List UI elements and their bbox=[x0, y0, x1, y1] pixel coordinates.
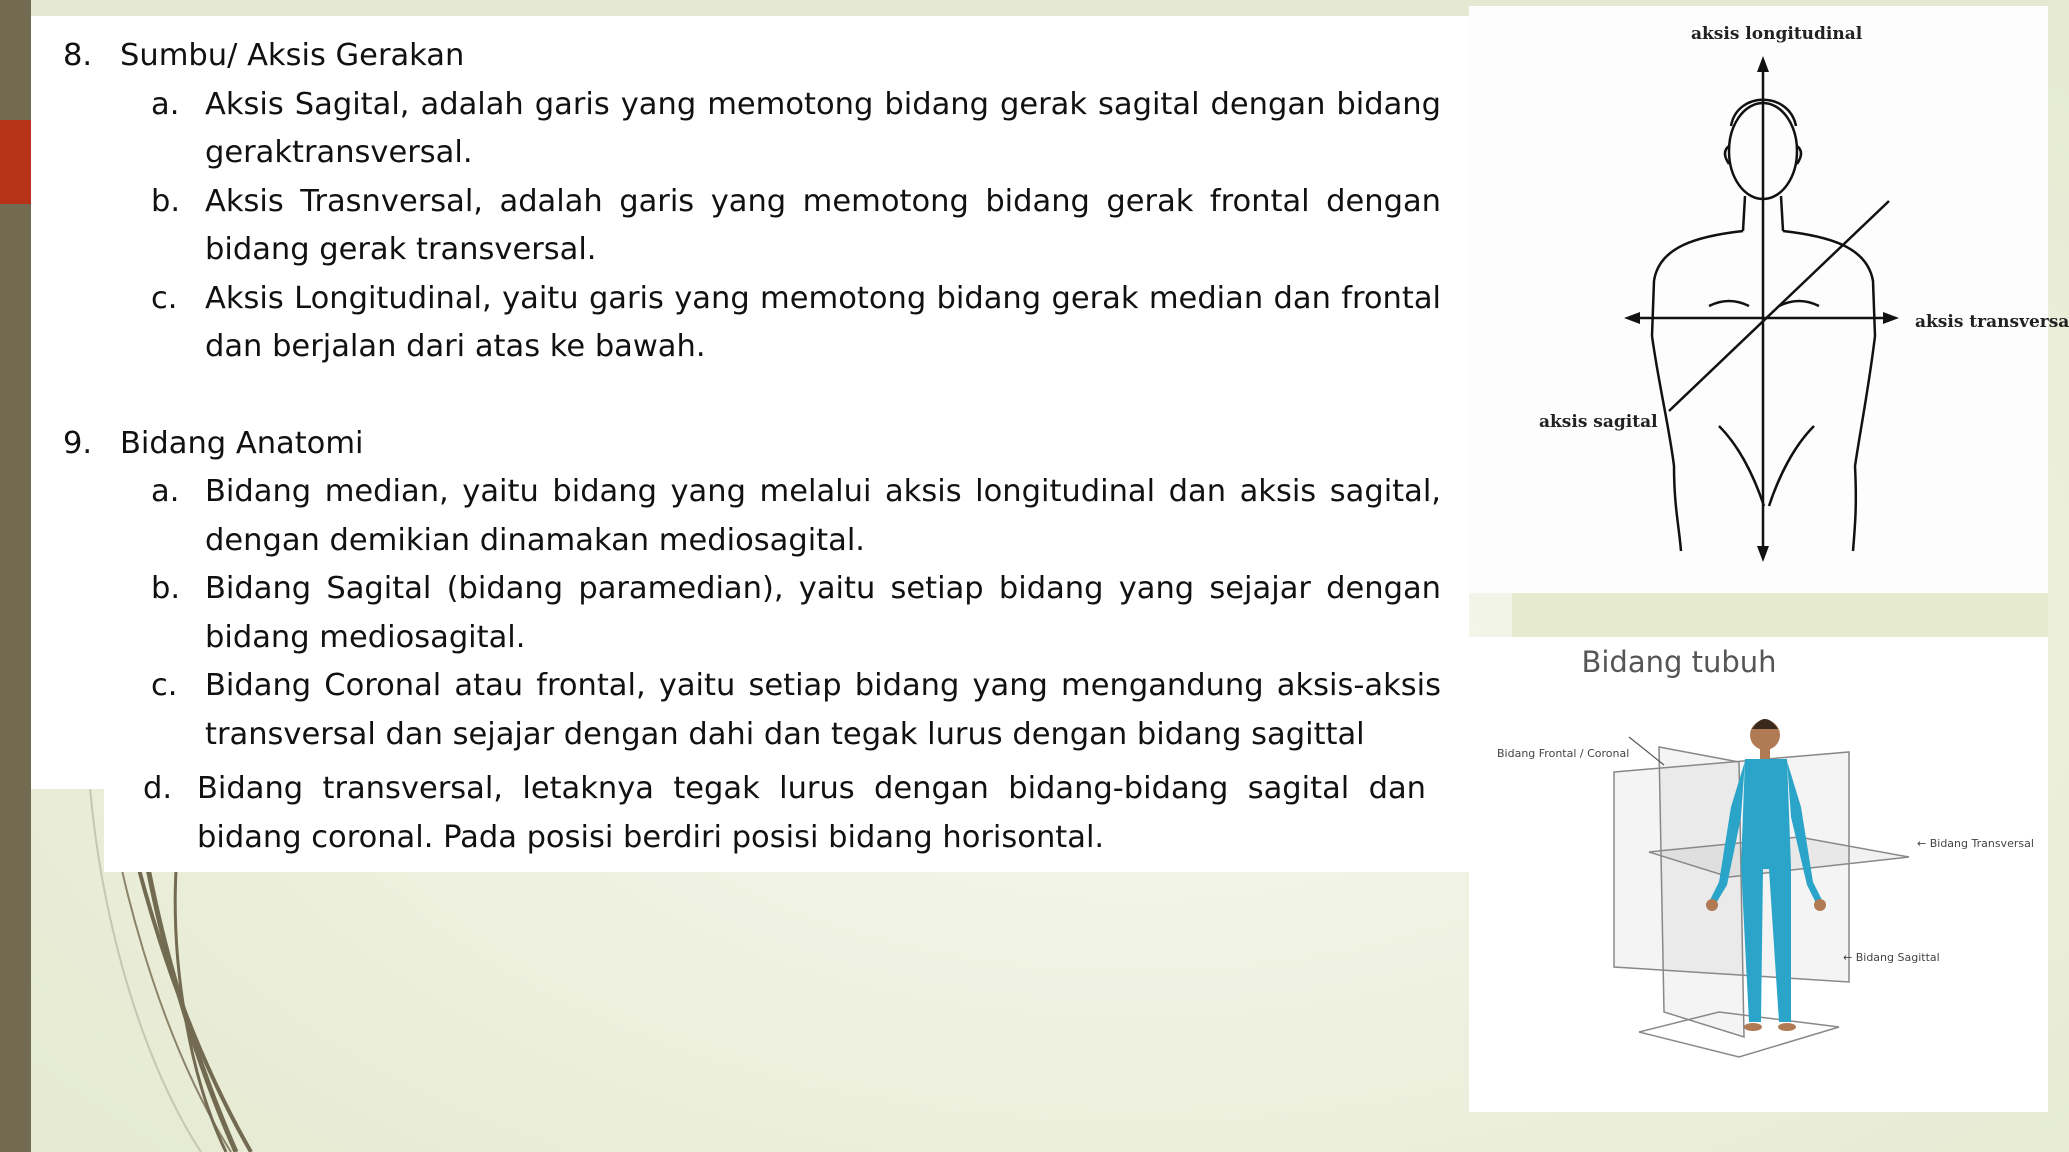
axes-figure bbox=[1469, 6, 2069, 593]
figure-divider-band bbox=[1512, 593, 2048, 637]
label-aksis-transversal: aksis transversa bbox=[1915, 312, 2069, 332]
section-heading bbox=[31, 420, 1451, 469]
item-letter: b. bbox=[151, 571, 181, 606]
item-text: Bidang median, yaitu bidang yang melalui aksis longitudinal dan aksis sagital, dengan demikian dinamakan mediosagital. bbox=[205, 474, 1441, 558]
label-aksis-longitudinal: aksis longitudinal bbox=[1691, 24, 1863, 44]
list-item bbox=[31, 662, 1451, 759]
section-number: 8. bbox=[63, 38, 93, 73]
planes-figure bbox=[1469, 637, 2048, 1112]
content bbox=[31, 32, 1451, 862]
section-heading bbox=[31, 32, 1451, 81]
section-title: Bidang Anatomi bbox=[120, 425, 364, 461]
body-axes-drawing bbox=[1469, 6, 2048, 593]
item-text: Aksis Longitudinal, yaitu garis yang memotong bidang gerak median dan frontal dan berjalan dari atas ke bawah. bbox=[205, 280, 1441, 364]
section-sumbu-aksis bbox=[31, 32, 1451, 372]
left-accent-block bbox=[0, 120, 33, 204]
item-text: Bidang Sagital (bidang paramedian), yaitu setiap bidang yang sejajar dengan bidang mediosagital. bbox=[205, 571, 1441, 655]
item-letter: d. bbox=[143, 771, 173, 806]
item-text: Bidang transversal, letaknya tegak lurus dengan bidang-bidang sagital dan bidang coronal. Pada posisi berdiri posisi bidang horisontal. bbox=[197, 771, 1426, 855]
item-text: Aksis Sagital, adalah garis yang memotong bidang gerak sagital dengan bidang geraktransversal. bbox=[205, 86, 1441, 170]
list-item bbox=[31, 81, 1451, 178]
section-title: Sumbu/ Aksis Gerakan bbox=[120, 38, 465, 73]
item-letter: a. bbox=[151, 86, 180, 122]
body-planes-drawing bbox=[1469, 637, 2048, 1112]
item-letter: c. bbox=[151, 280, 178, 316]
item-letter: a. bbox=[151, 474, 180, 509]
section-number: 9. bbox=[63, 425, 93, 461]
label-bidang-transversal: ← Bidang Transversal bbox=[1917, 837, 2034, 850]
label-aksis-sagital: aksis sagital bbox=[1539, 412, 1658, 432]
list-item bbox=[31, 468, 1451, 565]
item-text: Aksis Trasnversal, adalah garis yang memotong bidang gerak frontal dengan bidang gerak transversal. bbox=[205, 183, 1441, 267]
item-text: Bidang Coronal atau frontal, yaitu setiap bidang yang mengandung aksis-aksis transversal dan sejajar dengan dahi dan tegak lurus dengan bidang sagittal bbox=[205, 668, 1441, 752]
list-item bbox=[31, 765, 1451, 862]
label-bidang-frontal: Bidang Frontal / Coronal bbox=[1497, 747, 1630, 760]
item-letter: b. bbox=[151, 183, 181, 219]
list-item bbox=[31, 275, 1451, 372]
section-gap bbox=[31, 372, 1451, 420]
planes-title: Bidang tubuh bbox=[1581, 645, 1777, 679]
list-item bbox=[31, 178, 1451, 275]
item-letter: c. bbox=[151, 668, 178, 703]
section-bidang-anatomi bbox=[31, 420, 1451, 863]
list-item bbox=[31, 565, 1451, 662]
label-bidang-sagittal: ← Bidang Sagittal bbox=[1843, 951, 1940, 964]
